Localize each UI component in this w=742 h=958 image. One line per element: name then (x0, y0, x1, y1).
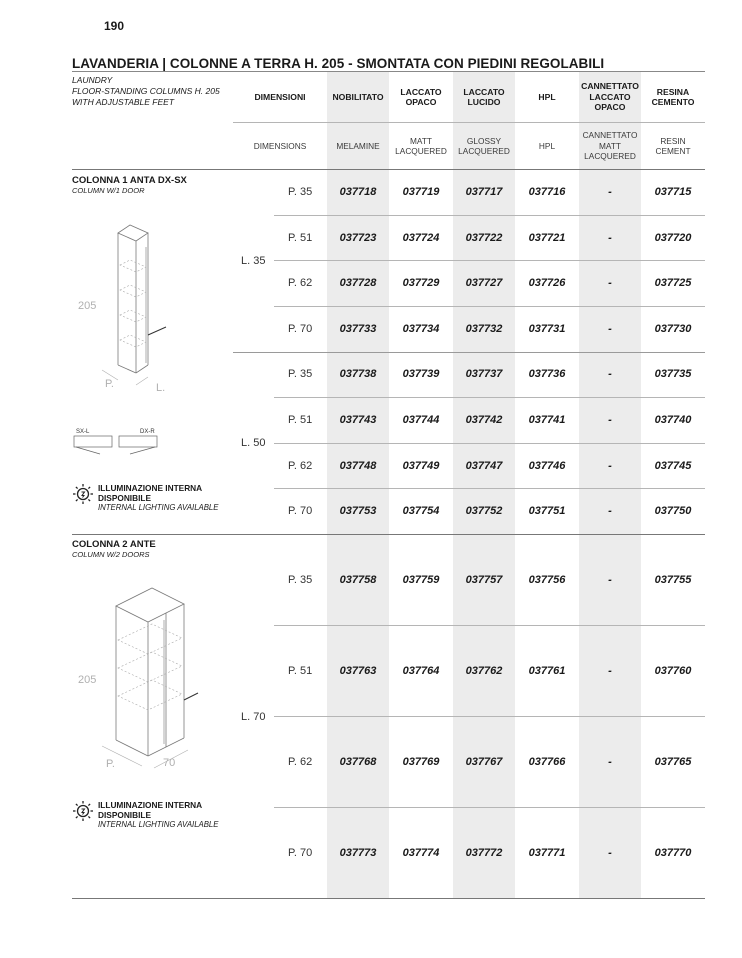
code-cell: 037733 (339, 323, 377, 335)
row-rule (274, 443, 705, 444)
depth-label: P. 70 (288, 505, 313, 517)
depth-label: P. (106, 758, 115, 770)
depth-label: P. 35 (288, 186, 313, 198)
light-bulb-icon (72, 483, 94, 505)
section-divider (72, 534, 705, 535)
header-hpl-en: HPL (538, 140, 556, 151)
lighting-2-line1: ILLUMINAZIONE INTERNA (98, 800, 203, 810)
code-cell: 037717 (465, 186, 503, 198)
code-cell: 037758 (339, 574, 377, 586)
right-door-label: DX-R (140, 429, 155, 435)
code-cell: 037773 (339, 847, 377, 859)
code-cell: 037750 (654, 505, 692, 517)
code-cell: - (608, 460, 612, 472)
left-door-label: SX-L (76, 429, 90, 435)
row-rule (274, 807, 705, 808)
table-bottom-rule (72, 898, 705, 899)
page-number: 190 (104, 19, 125, 33)
code-cell: 037734 (402, 323, 440, 335)
code-cell: 037735 (654, 368, 692, 380)
header-cannettato-en: CANNETTATO MATT LACQUERED (582, 130, 638, 162)
depth-label: P. 62 (288, 756, 313, 768)
code-cell: - (608, 665, 612, 677)
code-cell: 037772 (465, 847, 503, 859)
width-label-l50: L. 50 (241, 437, 266, 449)
code-cell: - (608, 414, 612, 426)
code-cell: - (608, 505, 612, 517)
code-cell: - (608, 574, 612, 586)
code-cell: 037766 (528, 756, 566, 768)
code-cell: 037745 (654, 460, 692, 472)
header-resin-cement-en: RESIN CEMENT (655, 135, 691, 156)
row-rule (274, 488, 705, 489)
code-cell: - (608, 277, 612, 289)
code-cell: - (608, 756, 612, 768)
code-cell: 037760 (654, 665, 692, 677)
code-cell: 037764 (402, 665, 440, 677)
code-cell: 037747 (465, 460, 503, 472)
code-cell: 037754 (402, 505, 440, 517)
column-1-door-drawing (72, 215, 182, 395)
lighting-1-line3: INTERNAL LIGHTING AVAILABLE (98, 503, 219, 512)
code-cell: 037749 (402, 460, 440, 472)
section-2-title: COLONNA 2 ANTE (72, 539, 156, 550)
code-cell: 037755 (654, 574, 692, 586)
code-cell: 037723 (339, 232, 377, 244)
section-2-subtitle: COLUMN W/2 DOORS (72, 550, 150, 559)
code-cell: 037762 (465, 665, 503, 677)
code-cell: 037719 (402, 186, 440, 198)
code-cell: 037740 (654, 414, 692, 426)
width-label-l70: L. 70 (241, 711, 266, 723)
code-cell: 037756 (528, 574, 566, 586)
header-resina-cemento: RESINA CEMENTO (651, 86, 695, 107)
code-cell: 037748 (339, 460, 377, 472)
code-cell: 037720 (654, 232, 692, 244)
row-rule (274, 625, 705, 626)
depth-label: P. 51 (288, 232, 313, 244)
code-cell: 037768 (339, 756, 377, 768)
width-label: L. (156, 382, 166, 394)
header-dimensions-en: DIMENSIONS (253, 140, 307, 151)
width-label: 70 (163, 757, 176, 769)
header-glossy-lacquered-en: GLOSSY LACQUERED (458, 135, 510, 156)
subtitle-line-1: LAUNDRY (72, 75, 113, 85)
row-rule (274, 716, 705, 717)
code-cell: - (608, 232, 612, 244)
code-cell: 037761 (528, 665, 566, 677)
code-cell: 037736 (528, 368, 566, 380)
header-dimensioni: DIMENSIONI (254, 91, 306, 102)
subtitle-line-3: WITH ADJUSTABLE FEET (72, 97, 175, 107)
depth-label: P. 51 (288, 414, 313, 426)
code-cell: 037767 (465, 756, 503, 768)
subtitle-line-2: FLOOR-STANDING COLUMNS H. 205 (72, 86, 220, 96)
code-cell: - (608, 323, 612, 335)
depth-label: P. (105, 378, 114, 390)
header-hpl: HPL (538, 91, 556, 102)
code-cell: 037722 (465, 232, 503, 244)
code-cell: 037771 (528, 847, 566, 859)
code-cell: 037746 (528, 460, 566, 472)
lighting-info-2 (72, 800, 218, 830)
code-cell: 037721 (528, 232, 566, 244)
code-cell: 037770 (654, 847, 692, 859)
code-cell: 037752 (465, 505, 503, 517)
lighting-1-line1: ILLUMINAZIONE INTERNA (98, 483, 203, 493)
code-cell: 037751 (528, 505, 566, 517)
code-cell: 037741 (528, 414, 566, 426)
code-cell: 037743 (339, 414, 377, 426)
depth-label: P. 70 (288, 323, 313, 335)
height-label: 205 (78, 300, 97, 312)
column-2-doors-drawing (72, 580, 212, 775)
code-cell: 037765 (654, 756, 692, 768)
row-rule (274, 215, 705, 216)
depth-label: P. 35 (288, 368, 313, 380)
depth-label: P. 70 (288, 847, 313, 859)
page-title: LAVANDERIA | COLONNE A TERRA H. 205 - SMONTATA CON PIEDINI REGOLABILI (72, 56, 605, 71)
code-cell: 037757 (465, 574, 503, 586)
code-cell: 037715 (654, 186, 692, 198)
code-cell: 037730 (654, 323, 692, 335)
header-matt-lacquered-en: MATT LACQUERED (395, 135, 447, 156)
code-cell: 037731 (528, 323, 566, 335)
width-group-rule (233, 352, 705, 353)
code-cell: - (608, 847, 612, 859)
code-cell: 037774 (402, 847, 440, 859)
section-1-title: COLONNA 1 ANTA DX-SX (72, 175, 187, 186)
depth-label: P. 35 (288, 574, 313, 586)
code-cell: 037718 (339, 186, 377, 198)
code-cell: 037732 (465, 323, 503, 335)
code-cell: 037769 (402, 756, 440, 768)
code-cell: 037759 (402, 574, 440, 586)
header-melamine-en: MELAMINE (336, 140, 380, 151)
code-cell: 037728 (339, 277, 377, 289)
code-cell: 037744 (402, 414, 440, 426)
width-label-l35: L. 35 (241, 255, 266, 267)
depth-label: P. 62 (288, 460, 313, 472)
header-laccato-lucido: LACCATO LUCIDO (463, 86, 505, 107)
lighting-2-line2: DISPONIBILE (98, 810, 152, 820)
code-cell: - (608, 186, 612, 198)
code-cell: 037739 (402, 368, 440, 380)
header-laccato-opaco: LACCATO OPACO (400, 86, 442, 107)
door-orientation-drawing (72, 427, 182, 461)
row-rule (274, 260, 705, 261)
section-1-subtitle: COLUMN W/1 DOOR (72, 186, 145, 195)
height-label: 205 (78, 674, 97, 686)
lighting-1-line2: DISPONIBILE (98, 493, 152, 503)
code-cell: 037737 (465, 368, 503, 380)
code-cell: 037742 (465, 414, 503, 426)
subtitle (72, 75, 220, 108)
code-cell: 037763 (339, 665, 377, 677)
header-nobilitato: NOBILITATO (332, 91, 384, 102)
header-cannettato: CANNETTATO LACCATO OPACO (581, 81, 639, 113)
code-cell: 037727 (465, 277, 503, 289)
code-cell: 037738 (339, 368, 377, 380)
row-rule (274, 306, 705, 307)
light-bulb-icon (72, 800, 94, 822)
code-cell: - (608, 368, 612, 380)
header-bottom-rule (72, 169, 705, 170)
row-rule (274, 397, 705, 398)
lighting-2-line3: INTERNAL LIGHTING AVAILABLE (98, 820, 219, 829)
code-cell: 037724 (402, 232, 440, 244)
code-cell: 037729 (402, 277, 440, 289)
code-cell: 037726 (528, 277, 566, 289)
code-cell: 037753 (339, 505, 377, 517)
depth-label: P. 62 (288, 277, 313, 289)
code-cell: 037725 (654, 277, 692, 289)
depth-label: P. 51 (288, 665, 313, 677)
code-cell: 037716 (528, 186, 566, 198)
lighting-info-1 (72, 483, 218, 513)
